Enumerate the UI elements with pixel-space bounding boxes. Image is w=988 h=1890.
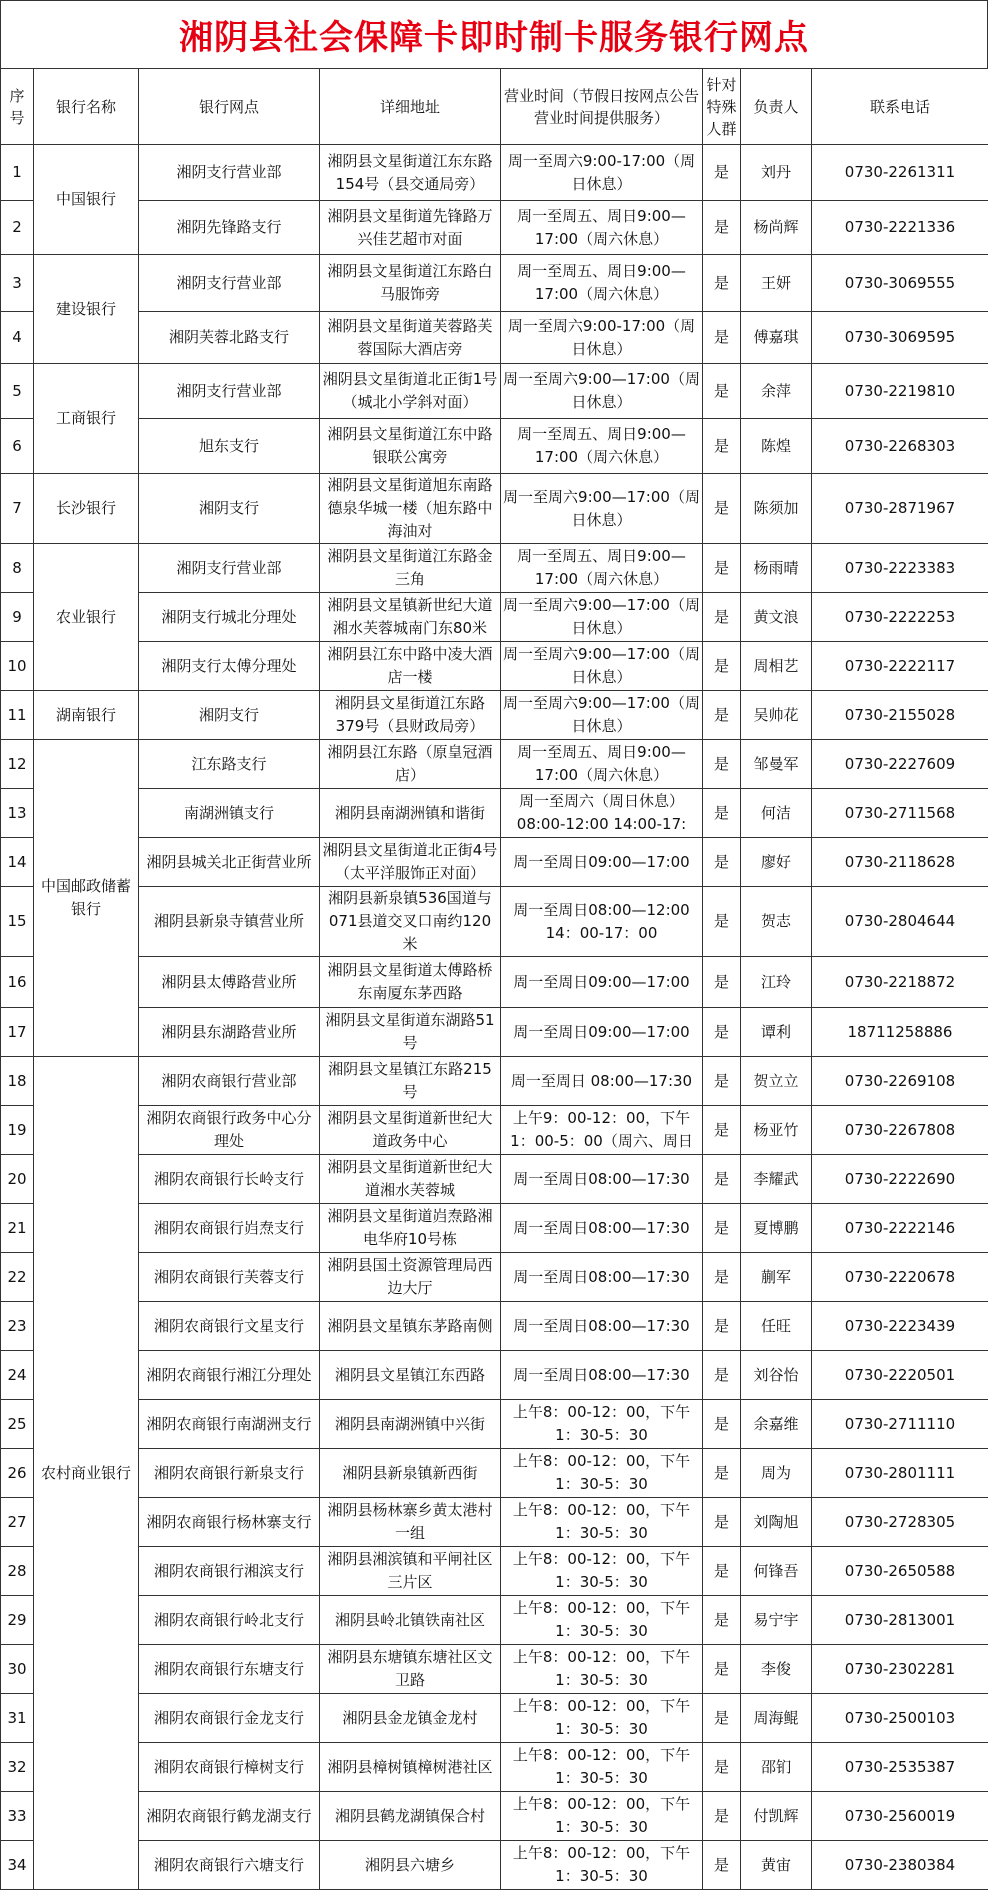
cell-branch: 湘阴支行营业部 xyxy=(139,364,320,419)
cell-seq: 33 xyxy=(1,1792,34,1841)
cell-address: 湘阴县国土资源管理局西边大厅 xyxy=(320,1253,501,1302)
cell-phone: 0730-3069595 xyxy=(812,312,988,364)
cell-manager: 蒯军 xyxy=(741,1253,812,1302)
cell-address: 湘阴县文星街道江东路379号（县财政局旁） xyxy=(320,691,501,740)
cell-manager: 付凯辉 xyxy=(741,1792,812,1841)
cell-address: 湘阴县南湖洲镇和谐街 xyxy=(320,789,501,838)
cell-seq: 5 xyxy=(1,364,34,419)
cell-branch: 南湖洲镇支行 xyxy=(139,789,320,838)
cell-phone: 0730-2219810 xyxy=(812,364,988,419)
cell-hours: 上午8：00-12：00，下午1：30-5：30 xyxy=(501,1547,703,1596)
table-row xyxy=(1,789,988,838)
table-row xyxy=(1,364,988,419)
table-row xyxy=(1,642,988,691)
cell-special: 是 xyxy=(703,201,741,255)
cell-branch: 湘阴农商银行南湖洲支行 xyxy=(139,1400,320,1449)
cell-branch: 湘阴农商银行湘滨支行 xyxy=(139,1547,320,1596)
cell-hours: 上午8：00-12：00，下午1：30-5：30 xyxy=(501,1400,703,1449)
cell-hours: 周一至周五、周日9:00—17:00（周六休息） xyxy=(501,740,703,789)
cell-seq: 3 xyxy=(1,255,34,312)
cell-phone: 18711258886 xyxy=(812,1008,988,1057)
cell-special: 是 xyxy=(703,1841,741,1890)
cell-seq: 32 xyxy=(1,1743,34,1792)
cell-manager: 李俊 xyxy=(741,1645,812,1694)
cell-branch: 湘阴支行 xyxy=(139,474,320,544)
cell-phone: 0730-3069555 xyxy=(812,255,988,312)
cell-seq: 22 xyxy=(1,1253,34,1302)
header-manager: 负责人 xyxy=(741,69,812,145)
cell-special: 是 xyxy=(703,1596,741,1645)
cell-special: 是 xyxy=(703,145,741,201)
cell-manager: 任旺 xyxy=(741,1302,812,1351)
cell-manager: 何锋吾 xyxy=(741,1547,812,1596)
table-row xyxy=(1,1792,988,1841)
cell-hours: 周一至周日09:00—17:00 xyxy=(501,838,703,887)
table-row xyxy=(1,887,988,957)
table-row xyxy=(1,1841,988,1890)
cell-seq: 14 xyxy=(1,838,34,887)
table-row xyxy=(1,1302,988,1351)
header-row xyxy=(1,69,988,145)
table-row xyxy=(1,957,988,1008)
cell-address: 湘阴县文星街道东湖路51号 xyxy=(320,1008,501,1057)
table-row xyxy=(1,1596,988,1645)
cell-special: 是 xyxy=(703,1155,741,1204)
cell-bank-name: 中国银行 xyxy=(34,145,139,255)
header-bank: 银行名称 xyxy=(34,69,139,145)
cell-hours: 上午8：00-12：00，下午1：30-5：30 xyxy=(501,1596,703,1645)
cell-hours: 周一至周日08:00—12:00 14：00-17：00 xyxy=(501,887,703,957)
cell-address: 湘阴县樟树镇樟树港社区 xyxy=(320,1743,501,1792)
cell-manager: 周相艺 xyxy=(741,642,812,691)
cell-hours: 周一至周日09:00—17:00 xyxy=(501,957,703,1008)
cell-manager: 黄宙 xyxy=(741,1841,812,1890)
cell-hours: 周一至周日08:00—17:30 xyxy=(501,1253,703,1302)
table-row xyxy=(1,1449,988,1498)
cell-branch: 旭东支行 xyxy=(139,419,320,474)
cell-branch: 湘阴农商银行东塘支行 xyxy=(139,1645,320,1694)
cell-phone: 0730-2650588 xyxy=(812,1547,988,1596)
cell-special: 是 xyxy=(703,1792,741,1841)
cell-address: 湘阴县新泉镇新西街 xyxy=(320,1449,501,1498)
cell-special: 是 xyxy=(703,255,741,312)
cell-bank-name: 农村商业银行 xyxy=(34,1057,139,1890)
cell-branch: 湘阴支行营业部 xyxy=(139,544,320,593)
cell-manager: 江玲 xyxy=(741,957,812,1008)
cell-address: 湘阴县金龙镇金龙村 xyxy=(320,1694,501,1743)
cell-special: 是 xyxy=(703,544,741,593)
page-title: 湘阴县社会保障卡即时制卡服务银行网点 xyxy=(0,0,988,68)
cell-phone: 0730-2804644 xyxy=(812,887,988,957)
cell-bank-name: 湖南银行 xyxy=(34,691,139,740)
cell-manager: 廖好 xyxy=(741,838,812,887)
cell-hours: 周一至周日09:00—17:00 xyxy=(501,1008,703,1057)
cell-manager: 周海鲲 xyxy=(741,1694,812,1743)
cell-address: 湘阴县鹤龙湖镇保合村 xyxy=(320,1792,501,1841)
cell-manager: 贺志 xyxy=(741,887,812,957)
cell-address: 湘阴县文星街道太傅路桥东南厦东茅西路 xyxy=(320,957,501,1008)
cell-manager: 邹曼军 xyxy=(741,740,812,789)
cell-address: 湘阴县文星街道北正街4号（太平洋服饰正对面） xyxy=(320,838,501,887)
cell-manager: 余嘉维 xyxy=(741,1400,812,1449)
cell-phone: 0730-2155028 xyxy=(812,691,988,740)
cell-seq: 4 xyxy=(1,312,34,364)
table-row xyxy=(1,691,988,740)
table-row xyxy=(1,1008,988,1057)
cell-address: 湘阴县文星镇东茅路南侧 xyxy=(320,1302,501,1351)
header-branch: 银行网点 xyxy=(139,69,320,145)
cell-phone: 0730-2728305 xyxy=(812,1498,988,1547)
cell-phone: 0730-2711110 xyxy=(812,1400,988,1449)
cell-branch: 湘阴县城关北正街营业所 xyxy=(139,838,320,887)
cell-manager: 刘谷怡 xyxy=(741,1351,812,1400)
cell-manager: 谭利 xyxy=(741,1008,812,1057)
cell-address: 湘阴县文星镇新世纪大道湘水芙蓉城南门东80米 xyxy=(320,593,501,642)
cell-seq: 29 xyxy=(1,1596,34,1645)
cell-phone: 0730-2220678 xyxy=(812,1253,988,1302)
cell-bank-name: 工商银行 xyxy=(34,364,139,474)
cell-hours: 上午9：00-12：00，下午1：00-5：00（周六、周日 xyxy=(501,1106,703,1155)
cell-hours: 上午8：00-12：00，下午1：30-5：30 xyxy=(501,1645,703,1694)
cell-address: 湘阴县文星街道岿焘路湘电华府10号栋 xyxy=(320,1204,501,1253)
cell-branch: 湘阴支行营业部 xyxy=(139,145,320,201)
cell-manager: 王妍 xyxy=(741,255,812,312)
cell-seq: 18 xyxy=(1,1057,34,1106)
cell-branch: 湘阴农商银行杨林寨支行 xyxy=(139,1498,320,1547)
header-special: 针对特殊人群 xyxy=(703,69,741,145)
table-body xyxy=(1,145,988,1890)
cell-hours: 周一至周日 08:00—17:30 xyxy=(501,1057,703,1106)
header-address: 详细地址 xyxy=(320,69,501,145)
table-row xyxy=(1,544,988,593)
cell-hours: 上午8：00-12：00，下午1：30-5：30 xyxy=(501,1792,703,1841)
table-row xyxy=(1,1743,988,1792)
cell-hours: 周一至周日08:00—17:30 xyxy=(501,1204,703,1253)
cell-special: 是 xyxy=(703,1204,741,1253)
cell-address: 湘阴县杨林寨乡黄太港村一组 xyxy=(320,1498,501,1547)
cell-manager: 刘陶旭 xyxy=(741,1498,812,1547)
table-row xyxy=(1,312,988,364)
cell-phone: 0730-2118628 xyxy=(812,838,988,887)
cell-branch: 湘阴农商银行湘江分理处 xyxy=(139,1351,320,1400)
cell-special: 是 xyxy=(703,593,741,642)
cell-hours: 周一至周日08:00—17:30 xyxy=(501,1155,703,1204)
table-row xyxy=(1,1204,988,1253)
cell-branch: 湘阴先锋路支行 xyxy=(139,201,320,255)
table-row xyxy=(1,1106,988,1155)
cell-seq: 7 xyxy=(1,474,34,544)
cell-manager: 杨亚竹 xyxy=(741,1106,812,1155)
header-seq: 序号 xyxy=(1,69,34,145)
header-phone: 联系电话 xyxy=(812,69,988,145)
cell-address: 湘阴县文星街道江东路金三角 xyxy=(320,544,501,593)
cell-address: 湘阴县文星街道江东中路银联公寓旁 xyxy=(320,419,501,474)
table-row xyxy=(1,145,988,201)
cell-branch: 湘阴县东湖路营业所 xyxy=(139,1008,320,1057)
cell-seq: 20 xyxy=(1,1155,34,1204)
cell-hours: 周一至周六9:00-17:00（周日休息） xyxy=(501,312,703,364)
cell-branch: 湘阴支行营业部 xyxy=(139,255,320,312)
table-row xyxy=(1,838,988,887)
cell-manager: 黄文浪 xyxy=(741,593,812,642)
cell-phone: 0730-2222690 xyxy=(812,1155,988,1204)
cell-branch: 湘阴农商银行长岭支行 xyxy=(139,1155,320,1204)
cell-special: 是 xyxy=(703,1498,741,1547)
cell-branch: 湘阴支行城北分理处 xyxy=(139,593,320,642)
cell-special: 是 xyxy=(703,1253,741,1302)
cell-hours: 周一至周六9:00—17:00（周日休息） xyxy=(501,642,703,691)
cell-hours: 上午8：00-12：00，下午1：30-5：30 xyxy=(501,1743,703,1792)
cell-address: 湘阴县文星街道旭东南路德泉华城一楼（旭东路中海油对 xyxy=(320,474,501,544)
cell-address: 湘阴县文星街道新世纪大道湘水芙蓉城 xyxy=(320,1155,501,1204)
cell-phone: 0730-2220501 xyxy=(812,1351,988,1400)
cell-bank-name: 建设银行 xyxy=(34,255,139,364)
cell-special: 是 xyxy=(703,838,741,887)
cell-seq: 23 xyxy=(1,1302,34,1351)
cell-hours: 周一至周六9:00—17:00（周日休息） xyxy=(501,593,703,642)
cell-phone: 0730-2223439 xyxy=(812,1302,988,1351)
cell-branch: 湘阴农商银行鹤龙湖支行 xyxy=(139,1792,320,1841)
cell-special: 是 xyxy=(703,1743,741,1792)
cell-address: 湘阴县文星街道江东路白马服饰旁 xyxy=(320,255,501,312)
cell-phone: 0730-2267808 xyxy=(812,1106,988,1155)
cell-phone: 0730-2801111 xyxy=(812,1449,988,1498)
cell-phone: 0730-2871967 xyxy=(812,474,988,544)
cell-manager: 傅嘉琪 xyxy=(741,312,812,364)
cell-phone: 0730-2269108 xyxy=(812,1057,988,1106)
cell-manager: 夏博鹏 xyxy=(741,1204,812,1253)
cell-manager: 贺立立 xyxy=(741,1057,812,1106)
cell-seq: 6 xyxy=(1,419,34,474)
cell-hours: 周一至周六（周日休息）08:00-12:00 14:00-17: xyxy=(501,789,703,838)
cell-manager: 杨尚辉 xyxy=(741,201,812,255)
cell-seq: 30 xyxy=(1,1645,34,1694)
cell-address: 湘阴县岭北镇铁南社区 xyxy=(320,1596,501,1645)
cell-manager: 易宁宇 xyxy=(741,1596,812,1645)
cell-seq: 10 xyxy=(1,642,34,691)
bank-outlets-table xyxy=(0,68,988,1890)
cell-hours: 周一至周日08:00—17:30 xyxy=(501,1351,703,1400)
cell-hours: 周一至周六9:00-17:00（周日休息） xyxy=(501,145,703,201)
cell-hours: 周一至周五、周日9:00—17:00（周六休息） xyxy=(501,419,703,474)
cell-special: 是 xyxy=(703,789,741,838)
cell-special: 是 xyxy=(703,642,741,691)
cell-seq: 13 xyxy=(1,789,34,838)
cell-manager: 吴帅花 xyxy=(741,691,812,740)
cell-special: 是 xyxy=(703,364,741,419)
cell-seq: 21 xyxy=(1,1204,34,1253)
cell-phone: 0730-2223383 xyxy=(812,544,988,593)
cell-seq: 28 xyxy=(1,1547,34,1596)
cell-phone: 0730-2261311 xyxy=(812,145,988,201)
cell-special: 是 xyxy=(703,1351,741,1400)
cell-seq: 12 xyxy=(1,740,34,789)
cell-seq: 9 xyxy=(1,593,34,642)
cell-seq: 11 xyxy=(1,691,34,740)
cell-address: 湘阴县新泉镇536国道与071县道交叉口南约120米 xyxy=(320,887,501,957)
table-row xyxy=(1,255,988,312)
cell-hours: 周一至周六9:00—17:00（周日休息） xyxy=(501,691,703,740)
table-row xyxy=(1,1155,988,1204)
cell-branch: 湘阴支行太傅分理处 xyxy=(139,642,320,691)
cell-phone: 0730-2218872 xyxy=(812,957,988,1008)
cell-phone: 0730-2302281 xyxy=(812,1645,988,1694)
cell-branch: 湘阴支行 xyxy=(139,691,320,740)
cell-address: 湘阴县文星街道北正街1号（城北小学斜对面） xyxy=(320,364,501,419)
cell-manager: 陈煌 xyxy=(741,419,812,474)
cell-address: 湘阴县文星镇江东路215号 xyxy=(320,1057,501,1106)
cell-branch: 湘阴县新泉寺镇营业所 xyxy=(139,887,320,957)
table-row xyxy=(1,474,988,544)
cell-manager: 陈须加 xyxy=(741,474,812,544)
cell-seq: 8 xyxy=(1,544,34,593)
cell-special: 是 xyxy=(703,1645,741,1694)
cell-special: 是 xyxy=(703,1694,741,1743)
cell-special: 是 xyxy=(703,1449,741,1498)
cell-branch: 湘阴农商银行文星支行 xyxy=(139,1302,320,1351)
table-row xyxy=(1,1400,988,1449)
table-row xyxy=(1,1253,988,1302)
cell-hours: 周一至周日08:00—17:30 xyxy=(501,1302,703,1351)
cell-phone: 0730-2268303 xyxy=(812,419,988,474)
cell-address: 湘阴县文星街道江东东路154号（县交通局旁） xyxy=(320,145,501,201)
header-hours: 营业时间（节假日按网点公告营业时间提供服务） xyxy=(501,69,703,145)
table-row xyxy=(1,419,988,474)
table-row xyxy=(1,1694,988,1743)
cell-special: 是 xyxy=(703,1057,741,1106)
cell-hours: 上午8：00-12：00，下午1：30-5：30 xyxy=(501,1694,703,1743)
cell-branch: 湘阴农商银行岿焘支行 xyxy=(139,1204,320,1253)
cell-phone: 0730-2560019 xyxy=(812,1792,988,1841)
cell-special: 是 xyxy=(703,312,741,364)
cell-seq: 25 xyxy=(1,1400,34,1449)
cell-special: 是 xyxy=(703,1400,741,1449)
cell-address: 湘阴县南湖洲镇中兴街 xyxy=(320,1400,501,1449)
cell-address: 湘阴县江东中路中凌大酒店一楼 xyxy=(320,642,501,691)
cell-branch: 湘阴县太傅路营业所 xyxy=(139,957,320,1008)
cell-phone: 0730-2535387 xyxy=(812,1743,988,1792)
cell-hours: 周一至周五、周日9:00—17:00（周六休息） xyxy=(501,255,703,312)
cell-address: 湘阴县江东路（原皇冠酒店） xyxy=(320,740,501,789)
cell-seq: 34 xyxy=(1,1841,34,1890)
table-row xyxy=(1,1498,988,1547)
cell-branch: 湘阴农商银行芙蓉支行 xyxy=(139,1253,320,1302)
cell-special: 是 xyxy=(703,1547,741,1596)
cell-seq: 24 xyxy=(1,1351,34,1400)
cell-branch: 湘阴农商银行樟树支行 xyxy=(139,1743,320,1792)
cell-seq: 31 xyxy=(1,1694,34,1743)
cell-manager: 周为 xyxy=(741,1449,812,1498)
cell-phone: 0730-2227609 xyxy=(812,740,988,789)
cell-bank-name: 长沙银行 xyxy=(34,474,139,544)
cell-hours: 周一至周五、周日9:00—17:00（周六休息） xyxy=(501,201,703,255)
cell-hours: 周一至周六9:00—17:00（周日休息） xyxy=(501,474,703,544)
cell-seq: 27 xyxy=(1,1498,34,1547)
cell-phone: 0730-2813001 xyxy=(812,1596,988,1645)
cell-branch: 湘阴农商银行政务中心分理处 xyxy=(139,1106,320,1155)
cell-hours: 上午8：00-12：00，下午1：30-5：30 xyxy=(501,1449,703,1498)
cell-seq: 16 xyxy=(1,957,34,1008)
cell-address: 湘阴县文星街道芙蓉路芙蓉国际大酒店旁 xyxy=(320,312,501,364)
table-row xyxy=(1,1547,988,1596)
cell-special: 是 xyxy=(703,474,741,544)
cell-hours: 周一至周六9:00—17:00（周日休息） xyxy=(501,364,703,419)
cell-bank-name: 中国邮政储蓄银行 xyxy=(34,740,139,1057)
table-row xyxy=(1,1645,988,1694)
cell-branch: 江东路支行 xyxy=(139,740,320,789)
cell-seq: 15 xyxy=(1,887,34,957)
cell-branch: 湘阴农商银行营业部 xyxy=(139,1057,320,1106)
cell-address: 湘阴县东塘镇东塘社区文卫路 xyxy=(320,1645,501,1694)
cell-hours: 周一至周五、周日9:00—17:00（周六休息） xyxy=(501,544,703,593)
cell-phone: 0730-2222253 xyxy=(812,593,988,642)
cell-seq: 1 xyxy=(1,145,34,201)
cell-seq: 26 xyxy=(1,1449,34,1498)
cell-branch: 湘阴农商银行新泉支行 xyxy=(139,1449,320,1498)
cell-manager: 杨雨晴 xyxy=(741,544,812,593)
cell-branch: 湘阴农商银行六塘支行 xyxy=(139,1841,320,1890)
cell-special: 是 xyxy=(703,1106,741,1155)
table-row xyxy=(1,201,988,255)
cell-phone: 0730-2500103 xyxy=(812,1694,988,1743)
cell-branch: 湘阴农商银行岭北支行 xyxy=(139,1596,320,1645)
cell-address: 湘阴县文星街道先锋路万兴佳艺超市对面 xyxy=(320,201,501,255)
table-row xyxy=(1,1057,988,1106)
table-row xyxy=(1,593,988,642)
cell-phone: 0730-2221336 xyxy=(812,201,988,255)
cell-address: 湘阴县文星镇江东西路 xyxy=(320,1351,501,1400)
cell-special: 是 xyxy=(703,887,741,957)
cell-manager: 刘丹 xyxy=(741,145,812,201)
cell-seq: 19 xyxy=(1,1106,34,1155)
cell-address: 湘阴县湘滨镇和平闸社区三片区 xyxy=(320,1547,501,1596)
cell-manager: 邵钔 xyxy=(741,1743,812,1792)
cell-special: 是 xyxy=(703,419,741,474)
cell-special: 是 xyxy=(703,957,741,1008)
cell-phone: 0730-2380384 xyxy=(812,1841,988,1890)
cell-branch: 湘阴农商银行金龙支行 xyxy=(139,1694,320,1743)
cell-special: 是 xyxy=(703,1302,741,1351)
cell-special: 是 xyxy=(703,740,741,789)
cell-branch: 湘阴芙蓉北路支行 xyxy=(139,312,320,364)
cell-phone: 0730-2222117 xyxy=(812,642,988,691)
cell-bank-name: 农业银行 xyxy=(34,544,139,691)
cell-seq: 17 xyxy=(1,1008,34,1057)
cell-phone: 0730-2711568 xyxy=(812,789,988,838)
cell-special: 是 xyxy=(703,691,741,740)
cell-manager: 李耀武 xyxy=(741,1155,812,1204)
cell-address: 湘阴县文星街道新世纪大道政务中心 xyxy=(320,1106,501,1155)
table-row xyxy=(1,740,988,789)
cell-seq: 2 xyxy=(1,201,34,255)
table-row xyxy=(1,1351,988,1400)
cell-address: 湘阴县六塘乡 xyxy=(320,1841,501,1890)
cell-hours: 上午8：00-12：00，下午1：30-5：30 xyxy=(501,1498,703,1547)
cell-manager: 何洁 xyxy=(741,789,812,838)
cell-manager: 余萍 xyxy=(741,364,812,419)
cell-phone: 0730-2222146 xyxy=(812,1204,988,1253)
cell-special: 是 xyxy=(703,1008,741,1057)
cell-hours: 上午8：00-12：00，下午1：30-5：30 xyxy=(501,1841,703,1890)
